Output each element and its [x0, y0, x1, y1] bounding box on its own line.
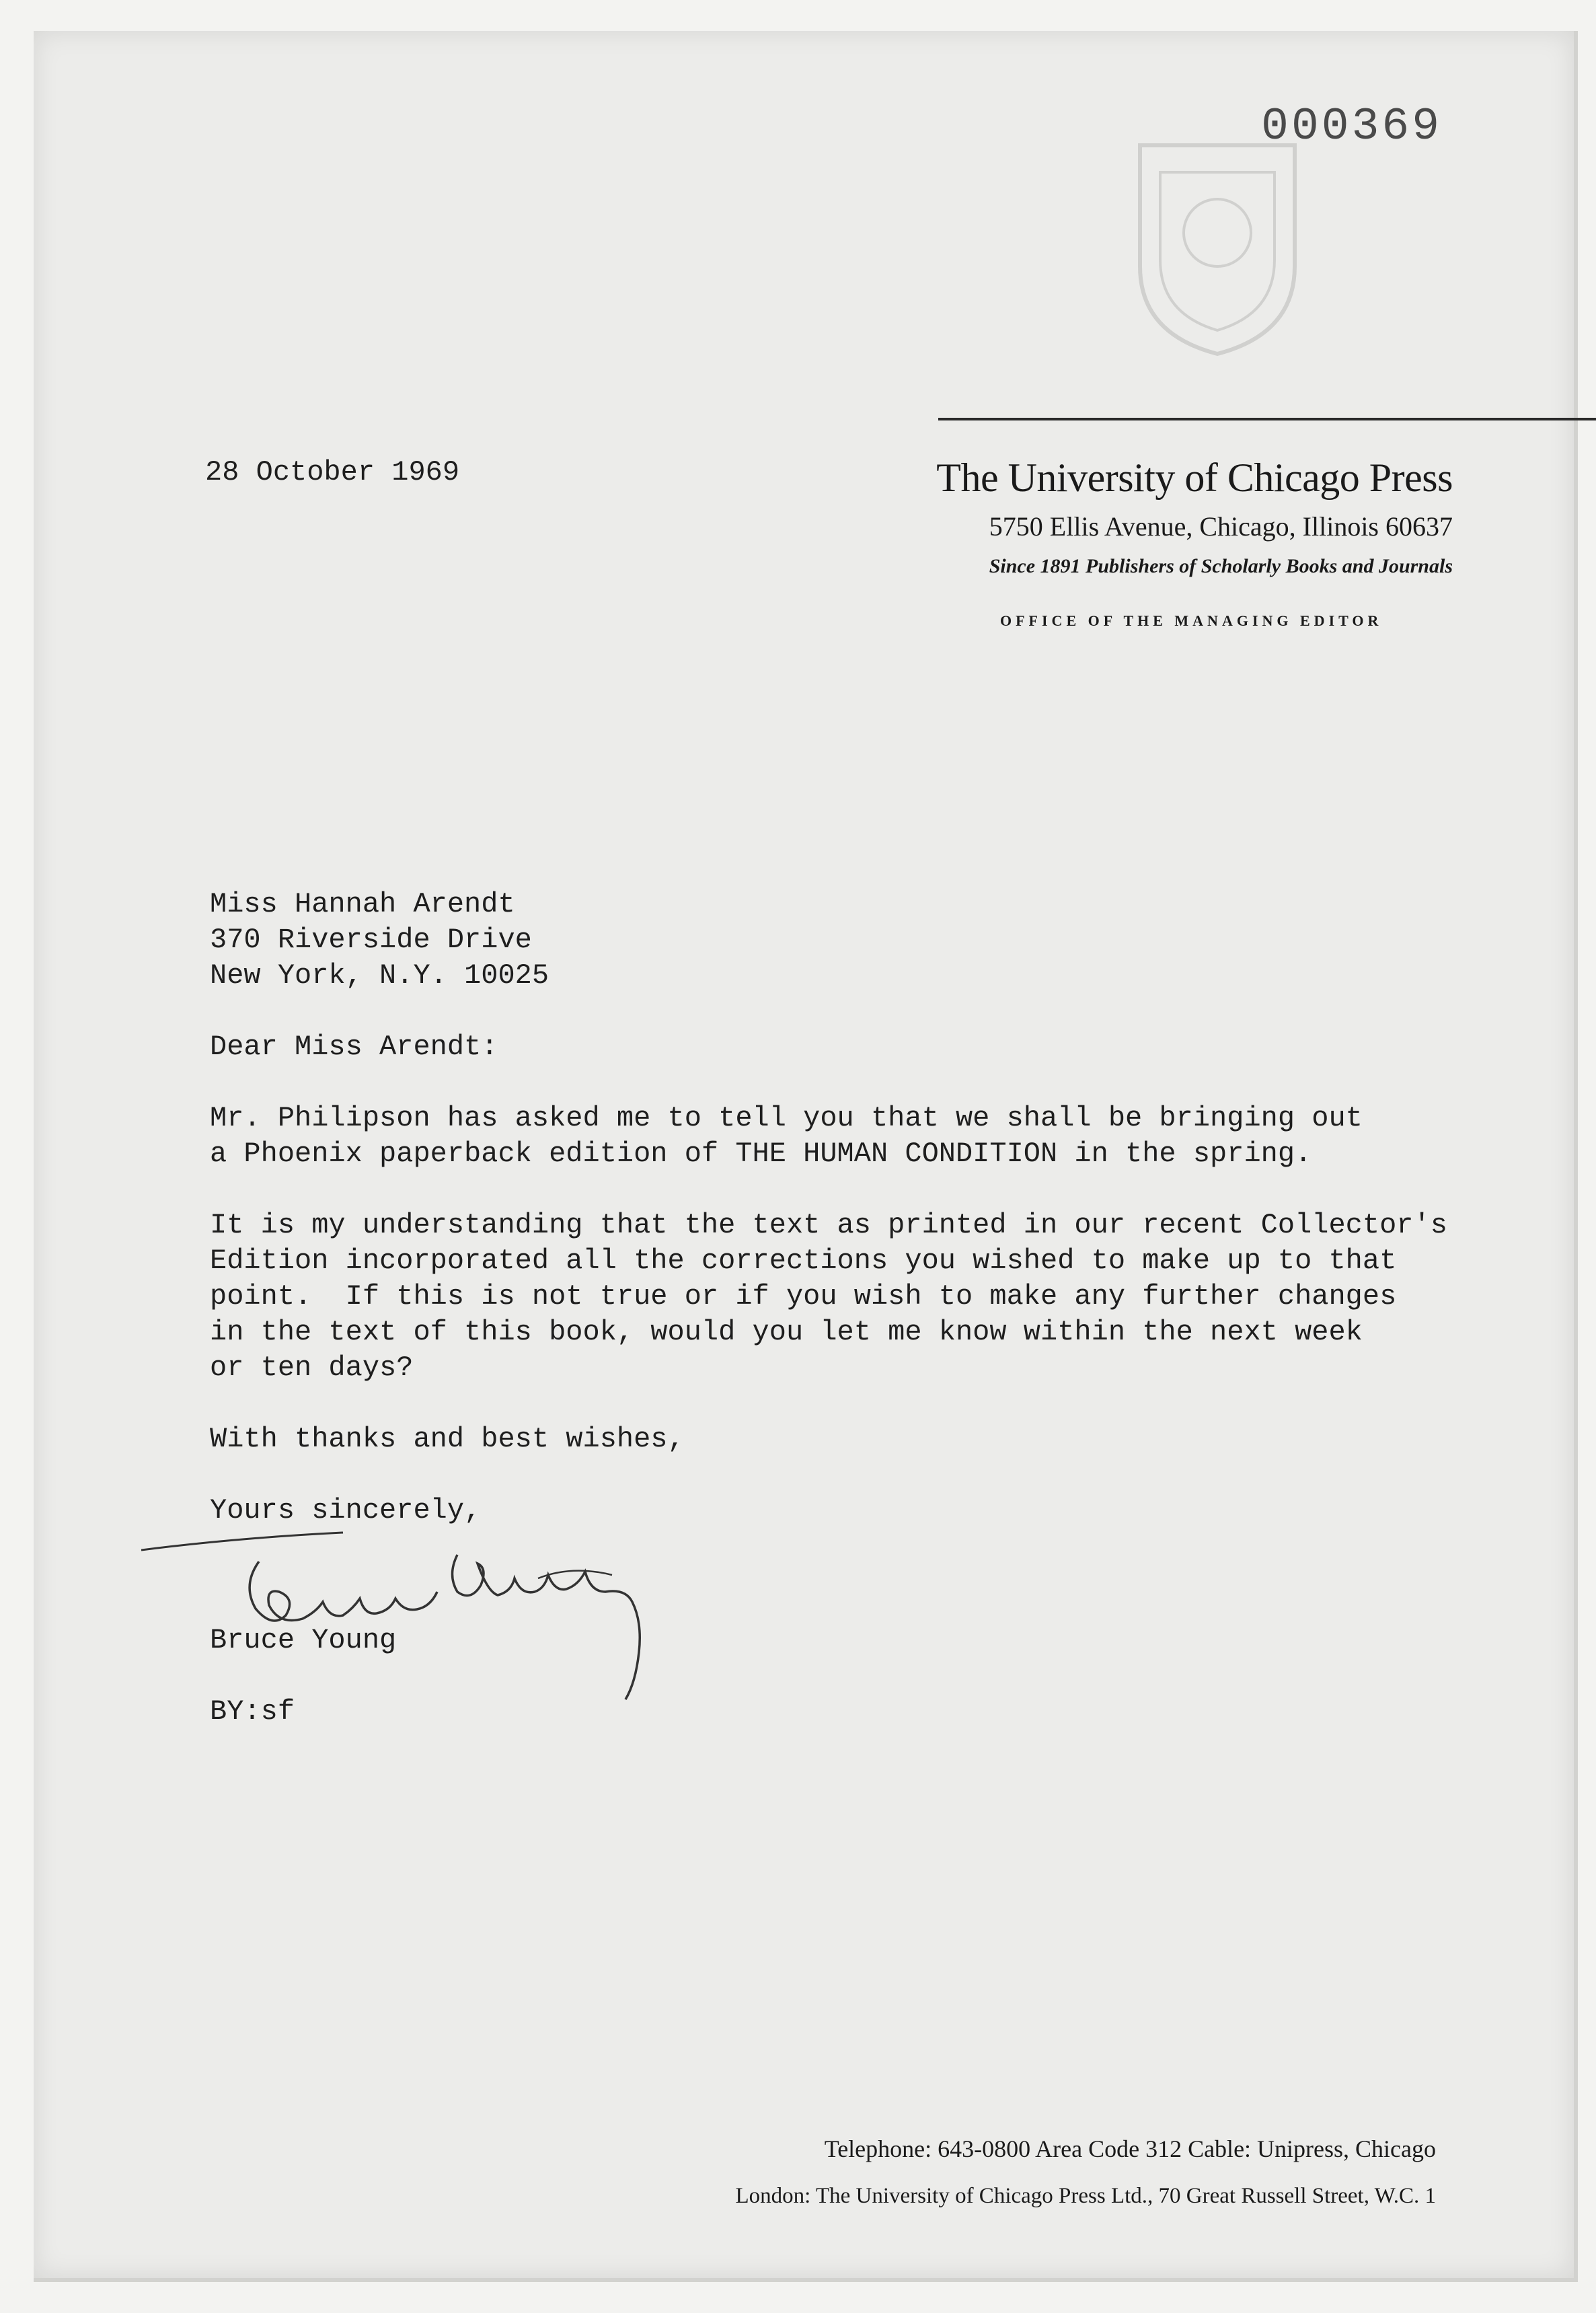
university-seal-emboss	[1127, 132, 1308, 361]
handwritten-signature	[141, 1491, 666, 1706]
salutation	[210, 1029, 1542, 1065]
closing-text: Yours sincerely,	[210, 1494, 482, 1527]
paragraph-line: in the text of this book, would you let me know within the next week	[210, 1316, 1363, 1348]
signer-name: Bruce Young	[210, 1624, 397, 1656]
recipient-line: Miss Hannah Arendt	[210, 888, 515, 920]
letterhead-office: OFFICE OF THE MANAGING EDITOR	[1000, 612, 1383, 629]
letterhead-rule	[938, 418, 1596, 420]
footer-london-office: London: The University of Chicago Press Ltd., 70 Great Russell Street, W.C. 1	[735, 2184, 1436, 2208]
paragraph-3	[210, 1422, 1542, 1457]
paragraph-line: or ten days?	[210, 1352, 414, 1384]
letterhead-address: 5750 Ellis Avenue, Chicago, Illinois 60637	[989, 511, 1453, 542]
letterhead	[936, 449, 1453, 585]
paragraph-line: Edition incorporated all the corrections you wished to make up to that	[210, 1245, 1397, 1277]
paragraph-line: With thanks and best wishes,	[210, 1423, 685, 1455]
paragraph-line: Mr. Philipson has asked me to tell you that we shall be bringing out	[210, 1102, 1363, 1134]
footer-contact: Telephone: 643-0800 Area Code 312 Cable: Unipress, Chicago	[824, 2135, 1436, 2162]
recipient-line: New York, N.Y. 10025	[210, 959, 549, 992]
letter-sheet	[34, 31, 1578, 2282]
letterhead-footer	[735, 2122, 1436, 2216]
typist-initials: BY:sf	[210, 1695, 295, 1728]
recipient-line: 370 Riverside Drive	[210, 924, 532, 956]
archive-stamp-number: 000369	[1261, 101, 1442, 153]
paragraph-1	[210, 1101, 1542, 1172]
letterhead-name: The University of Chicago Press	[936, 455, 1453, 500]
letter-date: 28 October 1969	[205, 456, 460, 488]
letterhead-tagline: Since 1891 Publishers of Scholarly Books and Journals	[989, 555, 1453, 577]
salutation-text: Dear Miss Arendt:	[210, 1031, 498, 1063]
paragraph-2	[210, 1208, 1542, 1386]
paragraph-line: It is my understanding that the text as printed in our recent Collector's	[210, 1209, 1447, 1241]
recipient-address	[210, 887, 1542, 994]
paragraph-line: a Phoenix paperback edition of THE HUMAN CONDITION in the spring.	[210, 1138, 1312, 1170]
paragraph-line: point. If this is not true or if you wish to make any further changes	[210, 1280, 1397, 1313]
